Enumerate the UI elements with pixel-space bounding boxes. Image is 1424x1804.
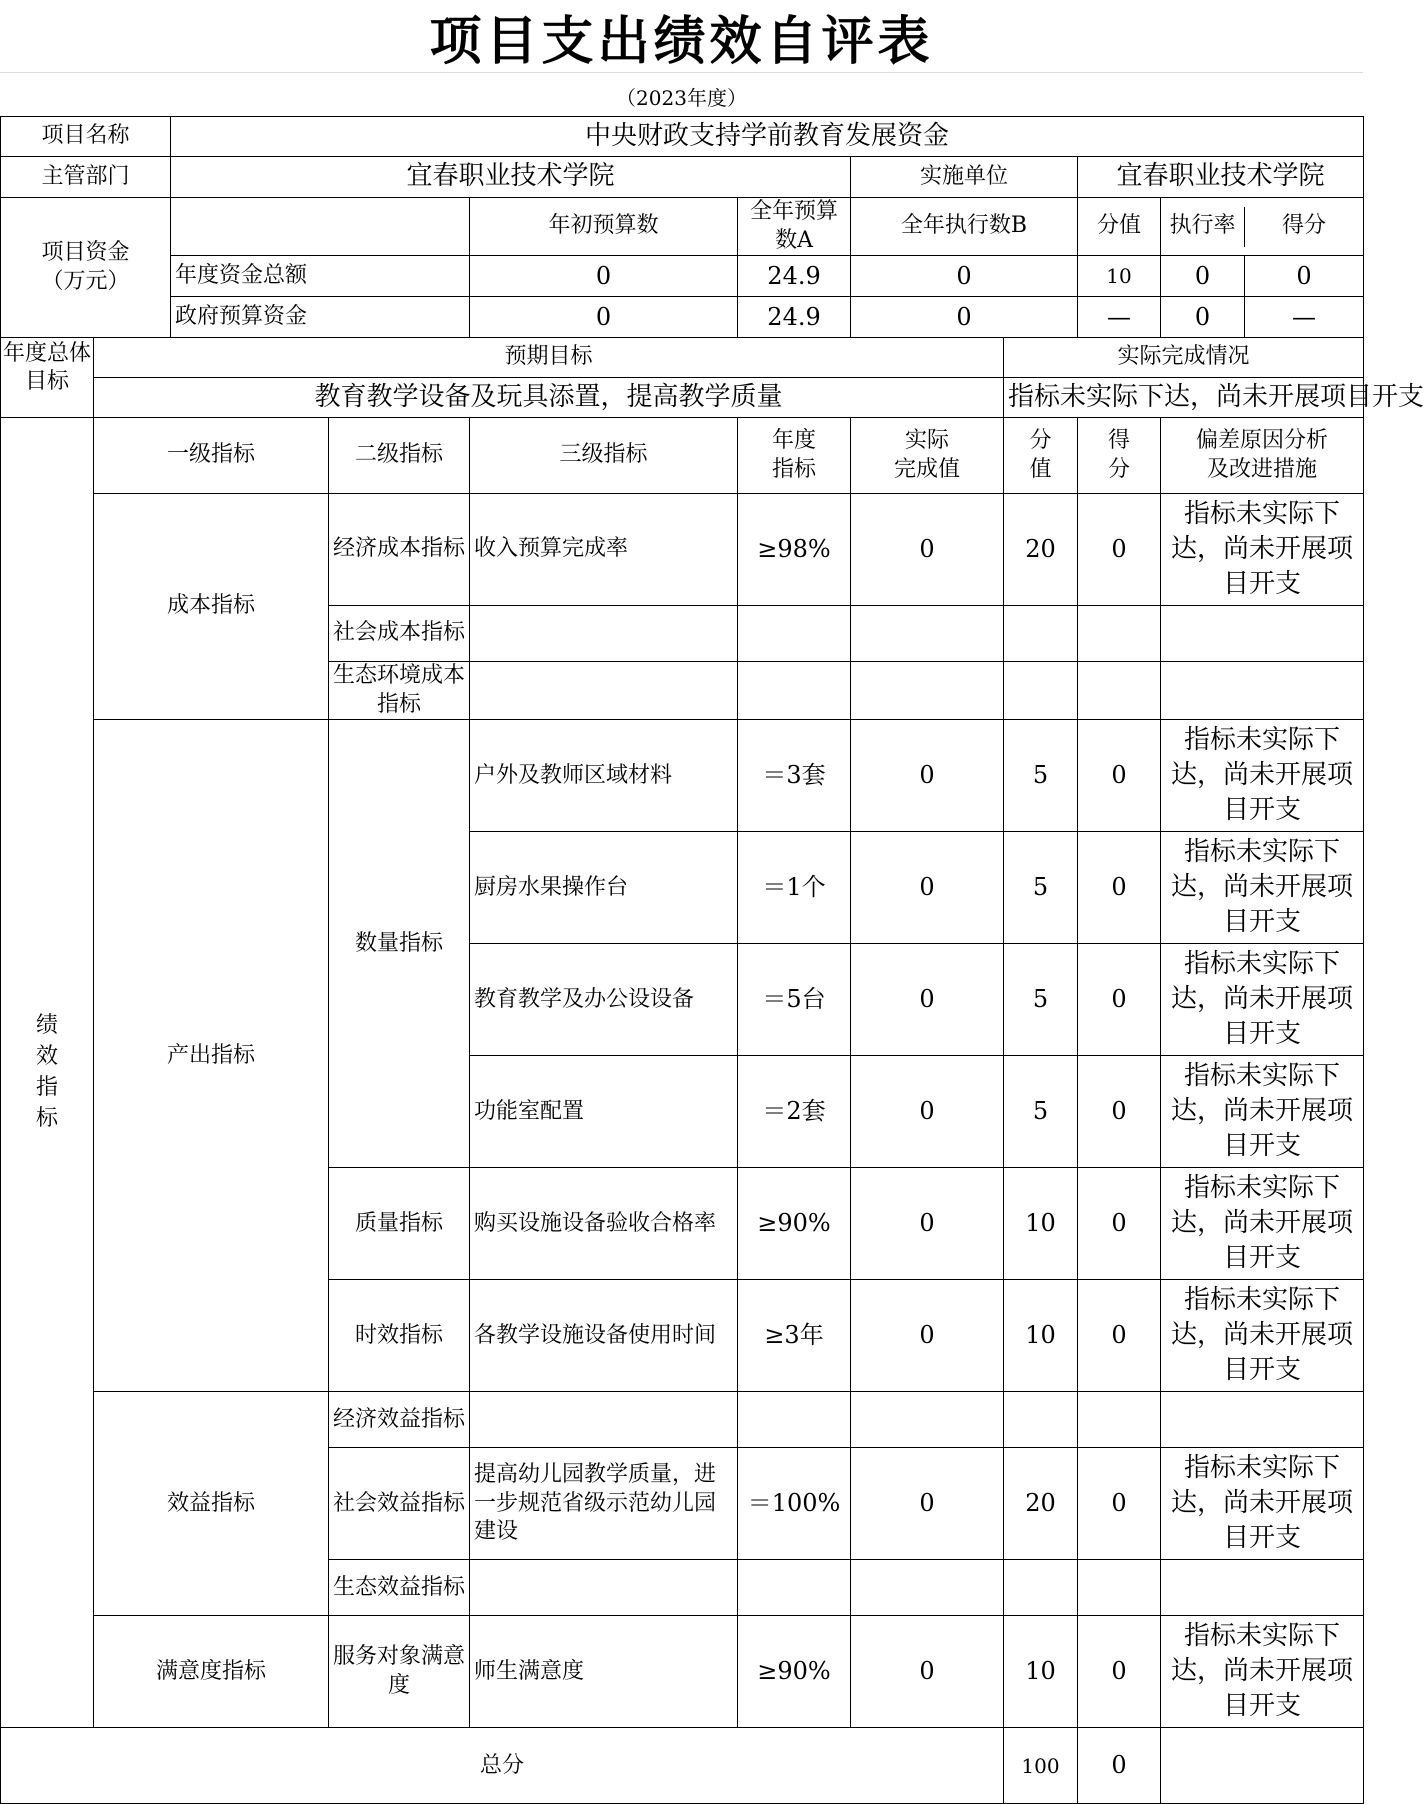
- actual-value: 0: [851, 494, 1004, 606]
- score: 0: [1078, 1168, 1161, 1280]
- target-value: ≥90%: [738, 1616, 851, 1728]
- level3-label: 户外及教师区域材料: [470, 720, 738, 832]
- header-score-value: 分 值: [1004, 418, 1078, 494]
- performance-table: [0, 116, 1424, 1804]
- indicator-side-label: 绩效指标: [35, 1013, 58, 1131]
- total-score: 0: [1078, 1728, 1161, 1804]
- level2-label: 社会成本指标: [329, 606, 470, 662]
- header-deviation: 偏差原因分析 及改进措施: [1161, 418, 1364, 494]
- deviation-note: [1161, 662, 1364, 720]
- actual-value: 0: [851, 944, 1004, 1056]
- dept-value: 宜春职业技术学院: [171, 157, 851, 198]
- score: 0: [1078, 494, 1161, 606]
- level3-label: [470, 1392, 738, 1448]
- target-value: [738, 606, 851, 662]
- level3-label: 师生满意度: [470, 1616, 738, 1728]
- score: [1078, 662, 1161, 720]
- actual-value: [851, 1560, 1004, 1616]
- target-value: ＝1个: [738, 832, 851, 944]
- goals-content-row: [1, 378, 1364, 418]
- score-value: [1004, 662, 1078, 720]
- score-value: 5: [1004, 720, 1078, 832]
- header-level2: 二级指标: [329, 418, 470, 494]
- actual-value: 0: [851, 720, 1004, 832]
- project-name-label: 项目名称: [1, 117, 171, 157]
- funds-row-exec-b: 0: [851, 297, 1078, 338]
- dept-row: [1, 157, 1364, 198]
- deviation-note: [1161, 1560, 1364, 1616]
- target-value: [738, 662, 851, 720]
- actual-value: 0: [851, 1280, 1004, 1392]
- goals-label: 年度总体目标: [3, 341, 92, 395]
- level3-label: 功能室配置: [470, 1056, 738, 1168]
- score: 0: [1078, 944, 1161, 1056]
- funds-row-exec-rate: 0: [1161, 297, 1245, 337]
- project-name-row: [1, 117, 1364, 157]
- level2-label: 质量指标: [329, 1168, 470, 1280]
- deviation-note: 指标未实际下达，尚未开展项目开支: [1161, 1616, 1364, 1728]
- funds-row-score: 0: [1296, 261, 1312, 290]
- score-value: 20: [1004, 1448, 1078, 1560]
- total-deviation-blank: [1161, 1728, 1364, 1804]
- score-value: 5: [1004, 944, 1078, 1056]
- deviation-note: 指标未实际下达，尚未开展项目开支: [1161, 1056, 1364, 1168]
- deviation-note: 指标未实际下达，尚未开展项目开支: [1161, 1168, 1364, 1280]
- deviation-note: 指标未实际下达，尚未开展项目开支: [1161, 720, 1364, 832]
- deviation-note: 指标未实际下达，尚未开展项目开支: [1161, 1448, 1364, 1560]
- level1-label: 满意度指标: [94, 1616, 329, 1728]
- level1-label: 成本指标: [94, 494, 329, 720]
- score-value: 10: [1004, 1616, 1078, 1728]
- score-value: 5: [1004, 832, 1078, 944]
- indicator-row: [1, 1392, 1364, 1448]
- level3-label: 各教学设施设备使用时间: [470, 1280, 738, 1392]
- target-value: ＝100%: [738, 1448, 851, 1560]
- indicator-row: [1, 1616, 1364, 1728]
- level2-label: 生态环境成本指标: [329, 662, 470, 720]
- actual-value: [851, 606, 1004, 662]
- score: [1078, 606, 1161, 662]
- score-value: 10: [1004, 1168, 1078, 1280]
- indicator-row: [1, 720, 1364, 832]
- score: [1078, 1392, 1161, 1448]
- divider: [0, 72, 1363, 73]
- level3-label: 厨房水果操作台: [470, 832, 738, 944]
- year-label: （2023年度）: [616, 85, 747, 110]
- level2-label: 时效指标: [329, 1280, 470, 1392]
- actual-value: [851, 662, 1004, 720]
- level3-label: 收入预算完成率: [470, 494, 738, 606]
- target-value: [738, 1392, 851, 1448]
- level2-label: 数量指标: [329, 720, 470, 1168]
- score-value: 5: [1004, 1056, 1078, 1168]
- target-value: ≥98%: [738, 494, 851, 606]
- funds-header-annual-a: 全年预算数A: [738, 198, 851, 256]
- score: 0: [1078, 1448, 1161, 1560]
- actual-value: 0: [851, 1448, 1004, 1560]
- header-score: 得 分: [1078, 418, 1161, 494]
- funds-header-exec-rate: 执行率: [1161, 207, 1245, 247]
- funds-row-score-value: 10: [1078, 256, 1161, 297]
- funds-row-exec-b: 0: [851, 256, 1078, 297]
- score-value: [1004, 1392, 1078, 1448]
- header-level3: 三级指标: [470, 418, 738, 494]
- funds-row-initial: 0: [470, 297, 738, 338]
- level2-label: 服务对象满意度: [329, 1616, 470, 1728]
- header-target: 年度 指标: [738, 418, 851, 494]
- funds-header-initial: 年初预算数: [470, 198, 738, 256]
- level1-label: 效益指标: [94, 1392, 329, 1616]
- goals-actual-label: 实际完成情况: [1004, 338, 1364, 378]
- level2-label: 生态效益指标: [329, 1560, 470, 1616]
- page-title: 项目支出绩效自评表: [429, 10, 934, 72]
- level2-label: 经济效益指标: [329, 1392, 470, 1448]
- score: 0: [1078, 720, 1161, 832]
- impl-value: 宜春职业技术学院: [1078, 157, 1364, 198]
- funds-row-government: [1, 297, 1364, 338]
- goals-expected-label: 预期目标: [94, 338, 1004, 378]
- funds-header-score-value: 分值: [1078, 198, 1161, 256]
- level3-label: 提高幼儿园教学质量，进一步规范省级示范幼儿园建设: [470, 1448, 738, 1560]
- actual-value: 0: [851, 1168, 1004, 1280]
- target-value: ＝5台: [738, 944, 851, 1056]
- impl-label: 实施单位: [851, 157, 1078, 198]
- goals-expected: 教育教学设备及玩具添置，提高教学质量: [94, 378, 1004, 418]
- deviation-note: 指标未实际下达，尚未开展项目开支: [1161, 832, 1364, 944]
- deviation-note: 指标未实际下达，尚未开展项目开支: [1161, 494, 1364, 606]
- level3-label: 教育教学及办公设设备: [470, 944, 738, 1056]
- goals-actual: 指标未实际下达，尚未开展项目开支: [1004, 378, 1364, 418]
- level2-label: 社会效益指标: [329, 1448, 470, 1560]
- target-value: ≥3年: [738, 1280, 851, 1392]
- indicator-row: [1, 494, 1364, 606]
- score-value: 10: [1004, 1280, 1078, 1392]
- score-value: [1004, 1560, 1078, 1616]
- funds-row-total: [1, 256, 1364, 297]
- funds-row-label: 政府预算资金: [171, 297, 470, 338]
- funds-row-score: —: [1292, 302, 1317, 331]
- target-value: ≥90%: [738, 1168, 851, 1280]
- actual-value: 0: [851, 1616, 1004, 1728]
- funds-header-row: [1, 198, 1364, 256]
- funds-header-blank: [171, 198, 470, 256]
- actual-value: 0: [851, 832, 1004, 944]
- funds-header-score: 得分: [1282, 213, 1327, 239]
- deviation-note: [1161, 1392, 1364, 1448]
- target-value: ＝2套: [738, 1056, 851, 1168]
- level3-label: [470, 662, 738, 720]
- score: 0: [1078, 832, 1161, 944]
- level3-label: [470, 1560, 738, 1616]
- funds-row-annual-a: 24.9: [738, 256, 851, 297]
- funds-header-exec-b: 全年执行数B: [851, 198, 1078, 256]
- dept-label: 主管部门: [1, 157, 171, 198]
- funds-row-initial: 0: [470, 256, 738, 297]
- score: 0: [1078, 1056, 1161, 1168]
- header-level1: 一级指标: [94, 418, 329, 494]
- score-value: [1004, 606, 1078, 662]
- actual-value: [851, 1392, 1004, 1448]
- score: 0: [1078, 1280, 1161, 1392]
- level1-label: 产出指标: [94, 720, 329, 1392]
- goals-header-row: [1, 338, 1364, 378]
- total-row: [1, 1728, 1364, 1804]
- header-actual: 实际 完成值: [851, 418, 1004, 494]
- score: 0: [1078, 1616, 1161, 1728]
- total-score-value: 100: [1004, 1728, 1078, 1804]
- target-value: [738, 1560, 851, 1616]
- funds-row-exec-rate: 0: [1161, 256, 1245, 296]
- level3-label: 购买设施设备验收合格率: [470, 1168, 738, 1280]
- total-label: 总分: [1, 1728, 1004, 1804]
- level2-label: 经济成本指标: [329, 494, 470, 606]
- level3-label: [470, 606, 738, 662]
- funds-row-score-value: —: [1078, 297, 1161, 338]
- funds-row-label: 年度资金总额: [171, 256, 470, 297]
- project-name-value: 中央财政支持学前教育发展资金: [171, 117, 1364, 157]
- deviation-note: 指标未实际下达，尚未开展项目开支: [1161, 1280, 1364, 1392]
- funds-row-annual-a: 24.9: [738, 297, 851, 338]
- deviation-note: [1161, 606, 1364, 662]
- funds-label: 项目资金 （万元）: [1, 198, 171, 338]
- actual-value: 0: [851, 1056, 1004, 1168]
- score-value: 20: [1004, 494, 1078, 606]
- indicator-header-row: [1, 418, 1364, 494]
- score: [1078, 1560, 1161, 1616]
- target-value: ＝3套: [738, 720, 851, 832]
- deviation-note: 指标未实际下达，尚未开展项目开支: [1161, 944, 1364, 1056]
